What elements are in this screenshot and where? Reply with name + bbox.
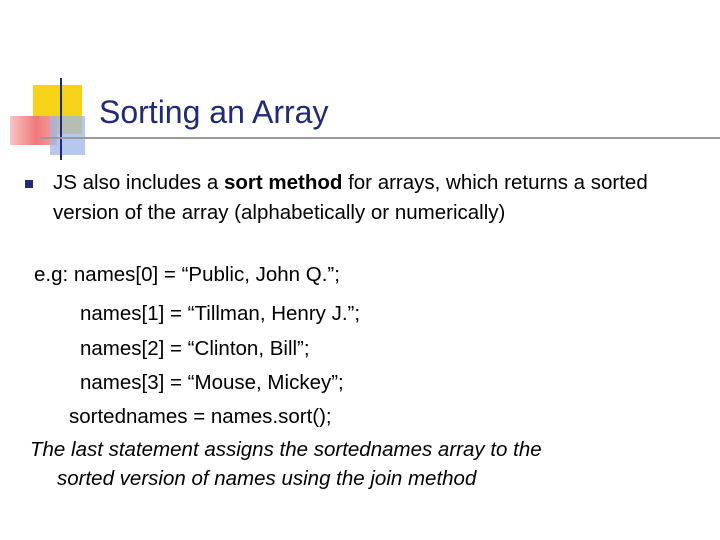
note-line-1: The last statement assigns the sortednames array to the xyxy=(30,438,542,461)
bullet-text-part2: for arrays, which returns a sorted version of the array (alphabetically or numerically) xyxy=(53,171,648,224)
example-line-names2: names[2] = “Clinton, Bill”; xyxy=(80,337,310,360)
bullet-square-icon xyxy=(25,180,33,188)
bullet-text-part1: JS also includes a xyxy=(53,171,224,194)
slide-title: Sorting an Array xyxy=(99,94,329,130)
title-ornament-vertical-line xyxy=(60,78,62,160)
example-line-names1: names[1] = “Tillman, Henry J.”; xyxy=(80,302,361,325)
bullet-text xyxy=(53,168,693,228)
example-line-names0: e.g: names[0] = “Public, John Q.”; xyxy=(34,263,340,286)
example-line-names3: names[3] = “Mouse, Mickey”; xyxy=(80,371,344,394)
note-line-2: sorted version of names using the join method xyxy=(57,467,477,490)
title-underline-rule xyxy=(40,137,720,139)
title-ornament-blue-square xyxy=(50,116,85,155)
bullet-text-bold: sort method xyxy=(223,171,343,194)
example-line-sort-call: sortednames = names.sort(); xyxy=(69,405,332,428)
